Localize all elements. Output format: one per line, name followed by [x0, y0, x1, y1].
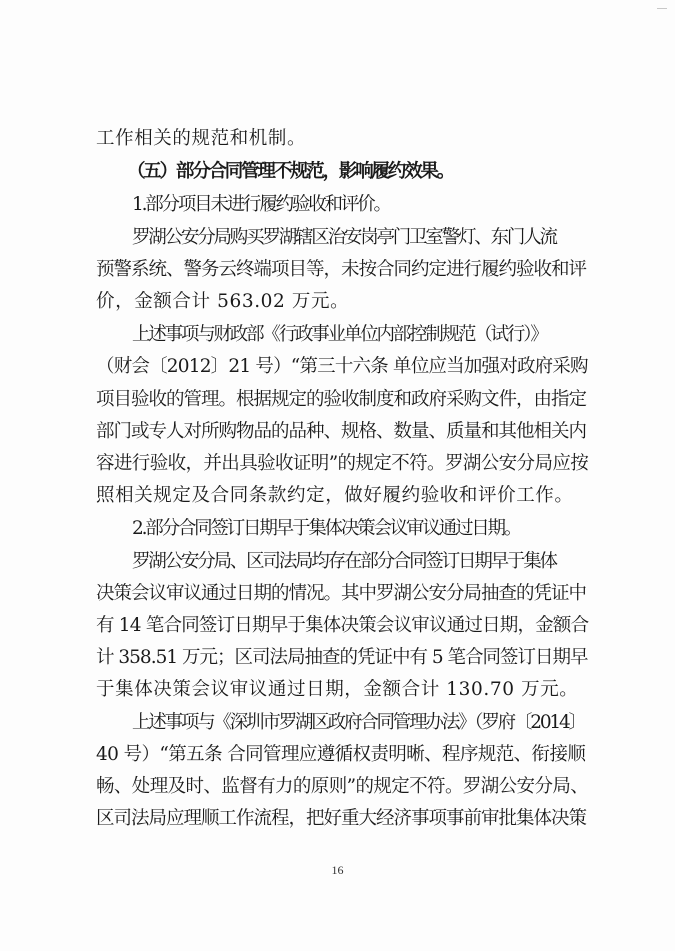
sub-heading-2: 2.部分合同签订日期早于集体决策会议审议通过日期。: [132, 518, 521, 539]
paragraph-line: 容进行验收，并出具验收证明”的规定不符。罗湖公安分局应按: [96, 453, 589, 474]
paragraph-line: 预警系统、警务云终端项目等，未按合同约定进行履约验收和评: [96, 259, 587, 280]
paragraph-line: 决策会议审议通过日期的情况。其中罗湖公安分局抽查的凭证中: [96, 583, 587, 604]
sub-heading-1: 1.部分项目未进行履约验收和评价。: [132, 194, 390, 215]
page-corner-mark: [657, 8, 667, 15]
paragraph-line: 于集体决策会议审议通过日期，金额合计 130.70 万元。: [96, 679, 579, 700]
paragraph-line: 区司法局应理顺工作流程，把好重大经济事项事前审批集体决策: [96, 808, 587, 829]
paragraph-line: 项目验收的管理。根据规定的验收制度和政府采购文件，由指定: [96, 389, 587, 410]
paragraph-line: 价，金额合计 563.02 万元。: [96, 291, 350, 312]
paragraph-line: 计 358.51 万元；区司法局抽查的凭证中有 5 笔合同签订日期早: [96, 647, 588, 668]
paragraph-line: （财会〔2012〕21 号）“第三十六条 单位应当加强对政府采购: [96, 356, 588, 377]
paragraph-line: 上述事项与《深圳市罗湖区政府合同管理办法》（罗府〔2014〕: [132, 712, 585, 733]
paragraph-line: 部门或专人对所购物品的品种、规格、数量、质量和其他相关内: [96, 421, 587, 442]
page-number: 16: [331, 863, 344, 877]
section-heading-5: （五）部分合同管理不规范，影响履约效果。: [127, 161, 454, 182]
paragraph-line: 畅、处理及时、监督有力的原则”的规定不符。罗湖公安分局、: [96, 776, 589, 797]
paragraph-line: 罗湖公安分局、区司法局均存在部分合同签订日期早于集体: [132, 551, 556, 572]
text-line-continuation: 工作相关的规范和机制。: [96, 128, 307, 149]
paragraph-line: 40 号）“第五条 合同管理应遵循权责明晰、程序规范、衔接顺: [96, 744, 586, 765]
paragraph-line: 照相关规定及合同条款约定，做好履约验收和评价工作。: [96, 485, 574, 506]
paragraph-line: 上述事项与财政部《行政事业单位内部控制规范（试行）》: [132, 324, 547, 345]
paragraph-line: 罗湖公安分局购买罗湖辖区治安岗亭门卫室警灯、东门人流: [132, 227, 556, 248]
paragraph-line: 有 14 笔合同签订日期早于集体决策会议审议通过日期，金额合: [96, 615, 589, 636]
